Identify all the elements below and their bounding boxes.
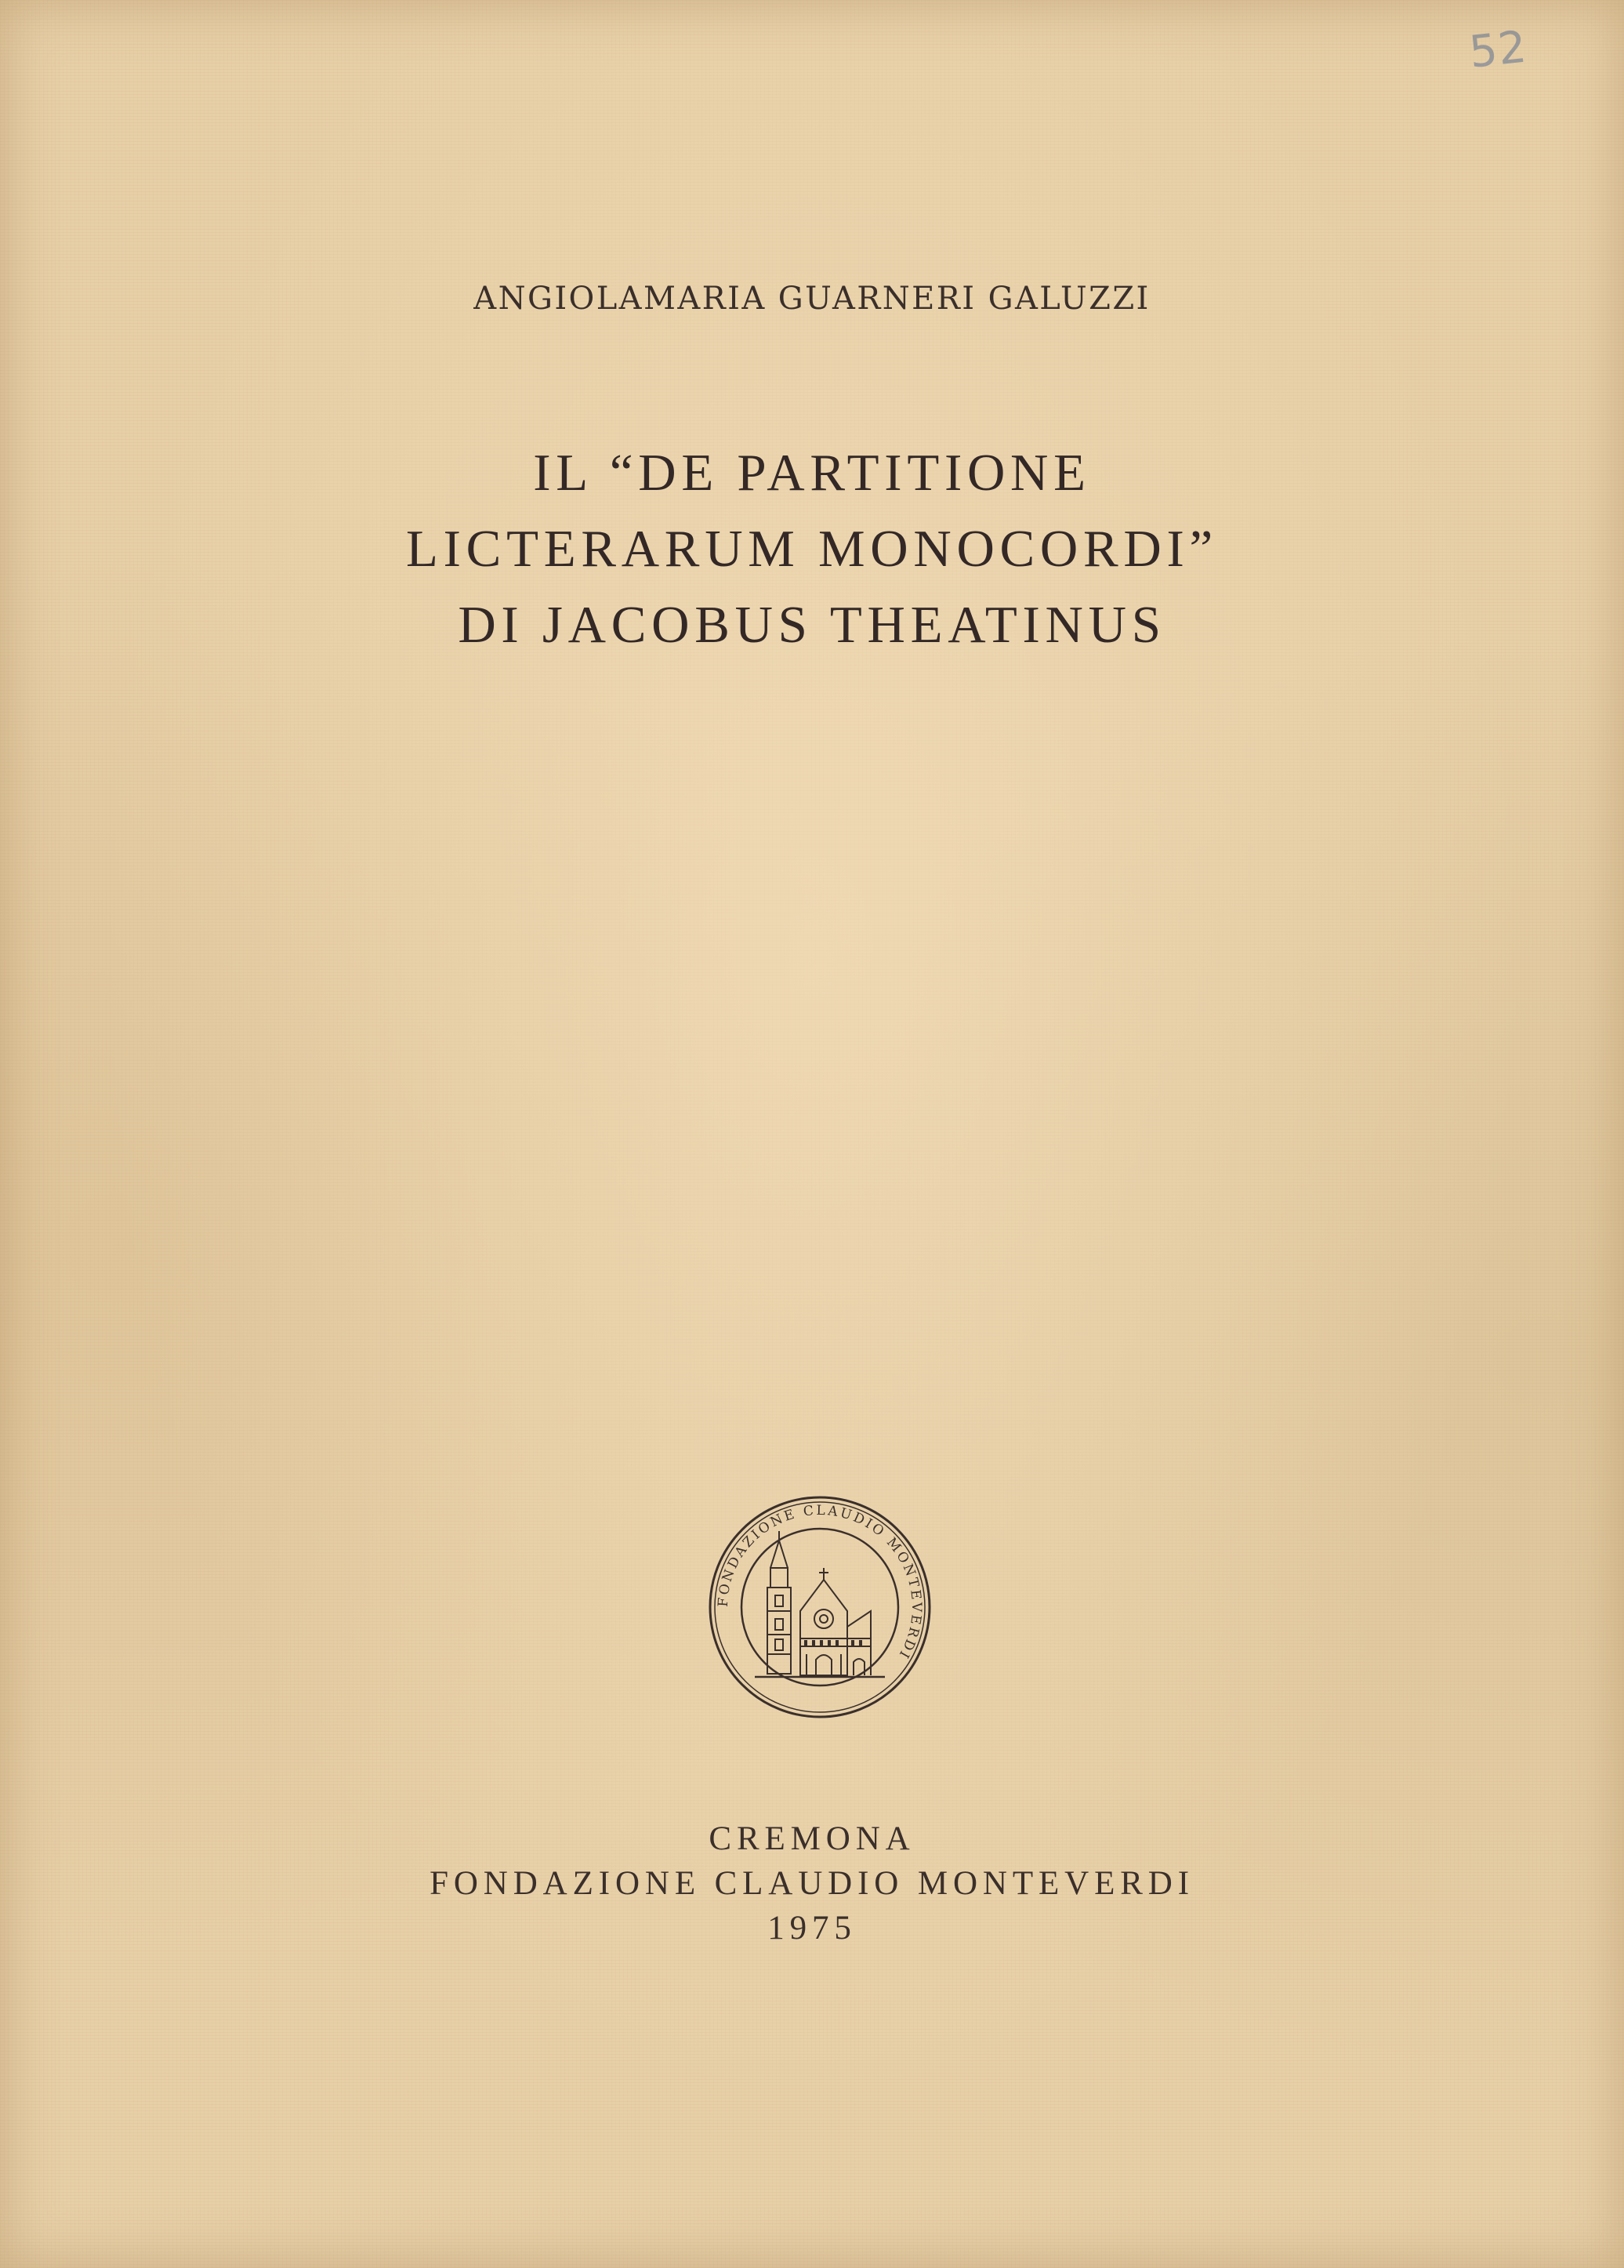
seal-text: FONDAZIONE CLAUDIO MONTEVERDI bbox=[715, 1502, 925, 1663]
book-title bbox=[0, 435, 1624, 663]
imprint-year: 1975 bbox=[767, 1910, 857, 1947]
author-name: ANGIOLAMARIA GUARNERI GALUZZI bbox=[473, 281, 1151, 317]
imprint-city: CREMONA bbox=[709, 1820, 915, 1857]
foundation-seal-emblem bbox=[706, 1493, 933, 1721]
title-line-2: LICTERARUM MONOCORDI” bbox=[406, 520, 1218, 578]
handwritten-catalog-number: 52 bbox=[1466, 21, 1530, 78]
title-line-1: IL “DE PARTITIONE bbox=[533, 444, 1091, 502]
title-line-3: DI JACOBUS THEATINUS bbox=[458, 596, 1166, 654]
publisher-imprint bbox=[0, 1816, 1624, 1950]
imprint-publisher: FONDAZIONE CLAUDIO MONTEVERDI bbox=[430, 1865, 1194, 1902]
